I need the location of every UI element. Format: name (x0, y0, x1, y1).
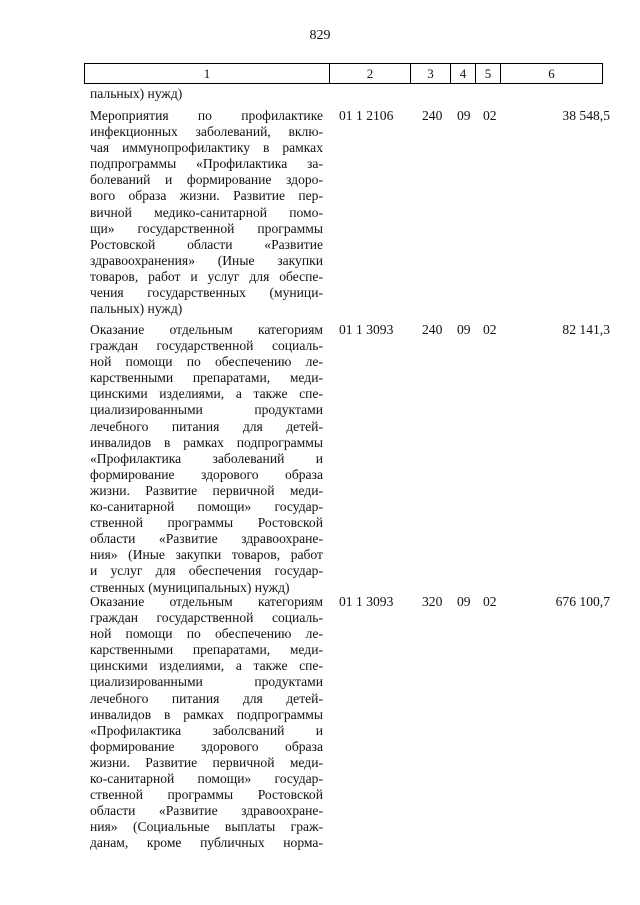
description-line: ния» (Социальные выплаты граж- (90, 819, 323, 835)
description-line: инвалидов в рамках подпрограммы (90, 434, 323, 450)
row-amount: 676 100,7 (555, 594, 610, 609)
row-description (90, 108, 323, 317)
column-header-1: 1 (85, 64, 330, 84)
description-line: вичной медико-санитарной помо- (90, 204, 323, 220)
description-line: Ростовской области «Развитие (90, 236, 323, 252)
row-pr: 02 (483, 322, 497, 337)
row-pr: 02 (483, 108, 497, 123)
description-line: области «Развитие здравоохране- (90, 803, 323, 819)
description-line: жизни. Развитие первичной меди- (90, 754, 323, 770)
description-line: области «Развитие здравоохране- (90, 531, 323, 547)
row-description (90, 594, 323, 852)
description-line: Оказание отдельным категориям (90, 322, 323, 337)
page-number: 829 (309, 28, 331, 43)
description-line: Оказание отдельным категориям (90, 594, 323, 609)
description-line: ко-санитарной помощи» государ- (90, 499, 323, 515)
description-line: циализированными продуктами (90, 674, 323, 690)
row-rz: 09 (457, 322, 471, 337)
description-line: ной помощи по обеспечению ле- (90, 354, 323, 370)
description-line: цинскими изделиями, а также спе- (90, 658, 323, 674)
description-line: ственной программы Ростовской (90, 515, 323, 531)
description-line: болеваний и формирование здоро- (90, 172, 323, 188)
column-header-5: 5 (476, 64, 501, 84)
description-line: карственными препаратами, меди- (90, 642, 323, 658)
description-line: инвалидов в рамках подпрограммы (90, 706, 323, 722)
description-line: данам, кроме публичных норма- (90, 835, 323, 851)
row-vr: 320 (422, 594, 443, 609)
row-amount: 38 548,5 (562, 108, 610, 123)
description-line: чая иммунопрофилактику в рамках (90, 140, 323, 156)
description-line: товаров, работ и услуг для обеспе- (90, 268, 323, 284)
row-vr: 240 (422, 322, 443, 337)
description-line: «Профилактика заболеваний и (90, 450, 323, 466)
description-line: вого образа жизни. Развитие пер- (90, 188, 323, 204)
row-code: 01 1 3093 (339, 322, 394, 337)
description-line: циализированными продуктами (90, 402, 323, 418)
column-header-row (85, 64, 603, 84)
column-header-6: 6 (501, 64, 603, 84)
description-line: жизни. Развитие первичной меди- (90, 482, 323, 498)
description-line: граждан государственной социаль- (90, 610, 323, 626)
row-pr: 02 (483, 594, 497, 609)
row-description (90, 322, 323, 596)
description-line: цинскими изделиями, а также спе- (90, 386, 323, 402)
row-code: 01 1 3093 (339, 594, 394, 609)
description-line: ко-санитарной помощи» государ- (90, 771, 323, 787)
column-header-table (84, 63, 603, 84)
row-amount: 82 141,3 (562, 322, 610, 337)
description-line: щи» государственной программы (90, 220, 323, 236)
description-line: ственной программы Ростовской (90, 787, 323, 803)
description-line: лечебного питания для детей- (90, 418, 323, 434)
description-line: подпрограммы «Профилактика за- (90, 156, 323, 172)
description-line: Мероприятия по профилактике (90, 108, 323, 123)
description-line: чения государственных (муници- (90, 285, 323, 301)
column-header-4: 4 (451, 64, 476, 84)
description-line: здравоохранения» (Иные закупки (90, 252, 323, 268)
description-line: и услуг для обеспечения государ- (90, 563, 323, 579)
description-line: формирование здорового образа (90, 466, 323, 482)
description-line: ной помощи по обеспечению ле- (90, 626, 323, 642)
description-line: граждан государственной социаль- (90, 338, 323, 354)
description-line: лечебного питания для детей- (90, 690, 323, 706)
description-line: ния» (Иные закупки товаров, работ (90, 547, 323, 563)
description-line: «Профилактика заболсваний и (90, 722, 323, 738)
column-header-3: 3 (411, 64, 451, 84)
description-line: инфекционных заболеваний, вклю- (90, 124, 323, 140)
description-line: пальных) нужд) (90, 301, 183, 317)
column-header-2: 2 (330, 64, 411, 84)
row-rz: 09 (457, 108, 471, 123)
continuation-line: пальных) нужд) (90, 86, 183, 101)
description-line: формирование здорового образа (90, 738, 323, 754)
row-vr: 240 (422, 108, 443, 123)
description-line: ственных (муниципальных) нужд) (90, 579, 290, 595)
row-rz: 09 (457, 594, 471, 609)
description-line: карственными препаратами, меди- (90, 370, 323, 386)
row-code: 01 1 2106 (339, 108, 394, 123)
